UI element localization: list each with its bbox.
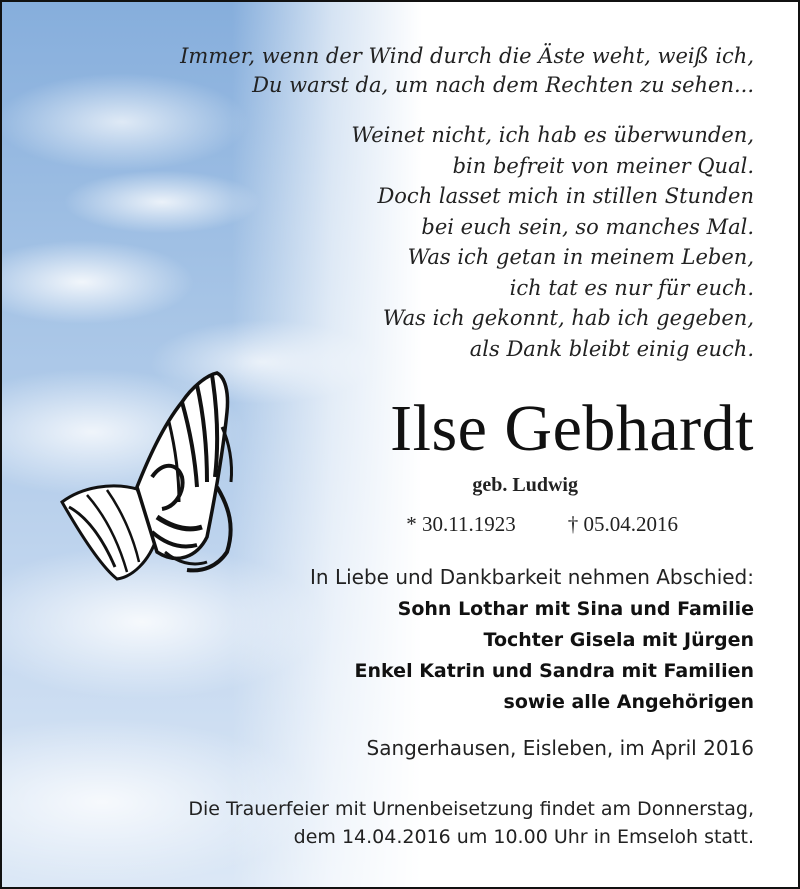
life-dates: [406, 512, 678, 537]
birth-date: * 30.11.1923: [406, 512, 516, 536]
service-line: Die Trauerfeier mit Urnenbeisetzung findet am Donnerstag,: [188, 798, 754, 820]
place-date: Sangerhausen, Eisleben, im April 2016: [366, 736, 754, 760]
poem-main: [351, 120, 754, 364]
mourner-entry: sowie alle Angehörigen: [503, 691, 754, 713]
poem-line: bin befreit von meiner Qual.: [452, 153, 754, 178]
poem-line: bei euch sein, so manches Mal.: [421, 214, 754, 239]
mourner-entry: Sohn Lothar mit Sina und Familie: [397, 598, 754, 620]
poem-line: Was ich getan in meinem Leben,: [407, 245, 754, 269]
deceased-name: Ilse Gebhardt: [390, 392, 754, 465]
poem-intro: [180, 42, 754, 100]
poem-line: Weinet nicht, ich hab es überwunden,: [351, 123, 754, 147]
praying-hands-icon: [57, 367, 247, 582]
farewell-intro: In Liebe und Dankbarkeit nehmen Abschied:: [310, 565, 754, 589]
poem-line: Doch lasset mich in stillen Stunden: [377, 184, 754, 208]
service-line: dem 14.04.2016 um 10.00 Uhr in Emseloh statt.: [293, 826, 754, 848]
maiden-name: geb. Ludwig: [472, 474, 578, 496]
mourner-entry: Enkel Katrin und Sandra mit Familien: [354, 660, 754, 682]
poem-line: Immer, wenn der Wind durch die Äste weht, weiß ich,: [180, 44, 754, 68]
poem-line: Was ich gekonnt, hab ich gegeben,: [382, 306, 754, 330]
mourners-list: [355, 594, 754, 718]
poem-line: ich tat es nur für euch.: [509, 275, 754, 300]
funeral-service-info: [188, 795, 754, 851]
poem-line: Du warst da, um nach dem Rechten zu sehen...: [252, 73, 754, 97]
poem-line: als Dank bleibt einig euch.: [469, 336, 754, 361]
death-date: † 05.04.2016: [567, 512, 678, 536]
mourner-entry: Tochter Gisela mit Jürgen: [483, 629, 754, 651]
